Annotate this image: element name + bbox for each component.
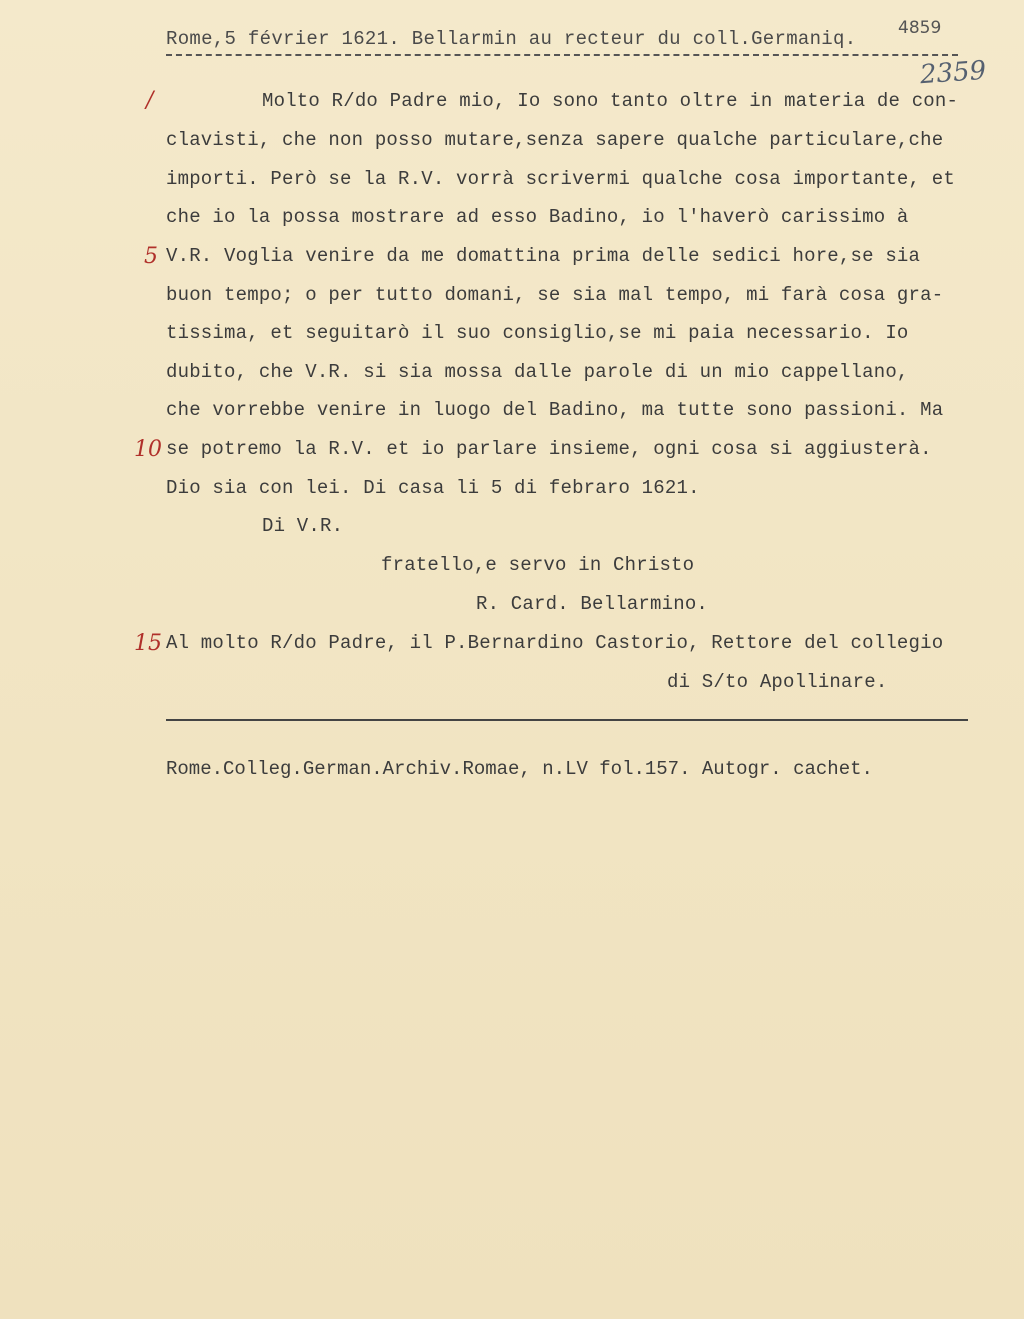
- margin-mark-10: 10: [134, 437, 162, 462]
- body-line-6: buon tempo; o per tutto domani, se sia mal tempo, mi farà cosa gra-: [166, 284, 944, 306]
- body-line-10: se potremo la R.V. et io parlare insieme, ogni cosa si aggiusterà.: [166, 438, 932, 460]
- closing-salutation: Di V.R.: [262, 515, 344, 537]
- margin-mark-5: 5: [144, 244, 158, 269]
- document-header: Rome,5 février 1621. Bellarmin au recteur du coll.Germaniq.: [166, 28, 857, 50]
- address-line-2: di S/to Apollinare.: [667, 671, 888, 693]
- handwritten-number: 2359: [919, 55, 988, 91]
- body-line-3: importi. Però se la R.V. vorrà scrivermi qualche cosa importante, et: [166, 168, 955, 190]
- body-line-2: clavisti, che non posso mutare,senza sapere qualche particulare,che: [166, 129, 944, 151]
- closing-signature-line-2: R. Card. Bellarmino.: [476, 593, 709, 615]
- footer-rule: [166, 719, 968, 721]
- archive-number: 4859: [898, 18, 942, 38]
- body-line-8: dubito, che V.R. si sia mossa dalle parole di un mio cappellano,: [166, 361, 909, 383]
- margin-mark-1: /: [146, 88, 154, 113]
- body-line-4: che io la possa mostrare ad esso Badino, io l'haverò carissimo à: [166, 206, 909, 228]
- body-line-9: che vorrebbe venire in luogo del Badino, ma tutte sono passioni. Ma: [166, 399, 944, 421]
- closing-signature-line-1: fratello,e servo in Christo: [381, 554, 695, 576]
- margin-mark-15: 15: [134, 631, 162, 656]
- header-dashed-rule: [166, 54, 958, 56]
- body-line-7: tissima, et seguitarò il suo consiglio,se mi paia necessario. Io: [166, 322, 909, 344]
- body-line-5: V.R. Voglia venire da me domattina prima delle sedici hore,se sia: [166, 245, 921, 267]
- address-line-1: Al molto R/do Padre, il P.Bernardino Castorio, Rettore del collegio: [166, 632, 944, 654]
- body-line-11: Dio sia con lei. Di casa li 5 di febraro 1621.: [166, 477, 700, 499]
- source-citation: Rome.Colleg.German.Archiv.Romae, n.LV fol.157. Autogr. cachet.: [166, 758, 873, 780]
- body-line-1: Molto R/do Padre mio, Io sono tanto oltre in materia de con-: [262, 90, 959, 112]
